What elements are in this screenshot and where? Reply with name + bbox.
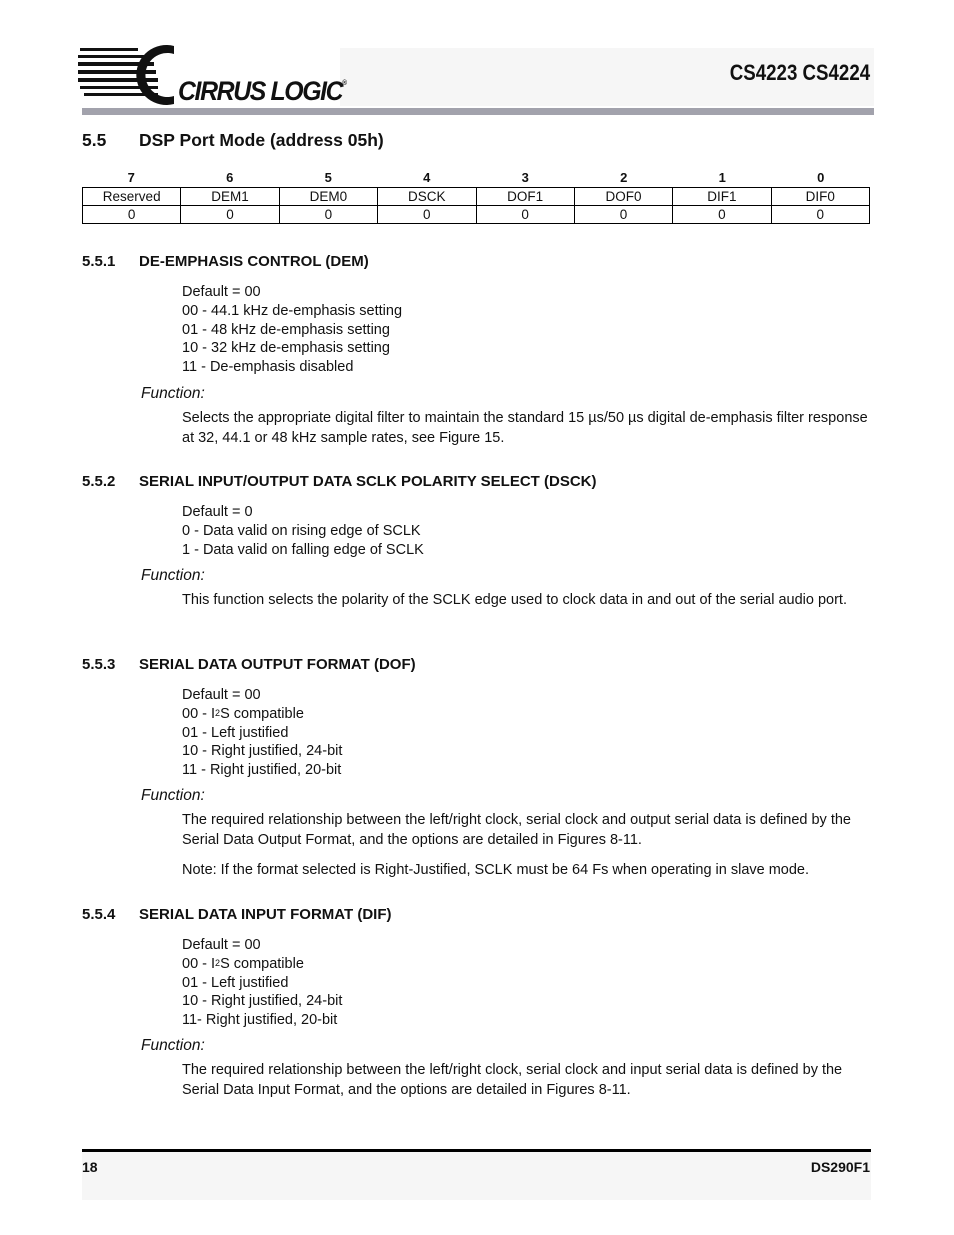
list-item: Default = 00	[182, 937, 261, 953]
subsection-heading-dif	[82, 906, 391, 923]
register-default-value: 0	[673, 206, 771, 224]
subsection-title: SERIAL INPUT/OUTPUT DATA SCLK POLARITY SELECT (DSCK)	[139, 473, 597, 490]
bit-number: 7	[127, 170, 135, 185]
list-item: 01 - 48 kHz de-emphasis setting	[182, 321, 390, 338]
document-code: DS290F1	[810, 1159, 870, 1175]
dem-settings-list	[182, 283, 402, 377]
register-field-name: DIF1	[673, 188, 771, 206]
subsection-number: 5.5.3	[82, 656, 116, 673]
bit-number: 5	[324, 170, 332, 185]
function-label: Function:	[141, 1037, 205, 1054]
subsection-title: DE-EMPHASIS CONTROL (DEM)	[139, 253, 369, 270]
logo-wordmark: CIRRUS LOGIC®	[178, 76, 347, 106]
bit-number: 2	[620, 170, 628, 185]
list-item: 01 - Left justified	[182, 974, 289, 991]
bit-number: 4	[423, 170, 431, 185]
subsection-number: 5.5.2	[82, 473, 116, 490]
function-paragraph: The required relationship between the left/right clock, serial clock and input serial data is defined by the Serial Data Input Format, and the options are detailed in Figures 8-11.	[182, 1062, 843, 1098]
register-default-value: 0	[181, 206, 279, 224]
header-rule	[82, 108, 874, 115]
list-item: 01 - Left justified	[182, 724, 289, 741]
document-title: CS4223 CS4224	[729, 60, 870, 85]
register-field-name: DIF0	[771, 188, 869, 206]
function-label: Function:	[141, 385, 205, 402]
function-paragraph: Selects the appropriate digital filter to maintain the standard 15 µs/50 µs digital de-emphasis filter response at 32, 44.1 or 48 kHz sample rates, see Figure 15.	[182, 410, 868, 446]
subsection-title: SERIAL DATA OUTPUT FORMAT (DOF)	[139, 656, 416, 673]
subsection-number: 5.5.4	[82, 906, 116, 923]
register-default-value: 0	[279, 206, 377, 224]
register-field-name: DEM0	[279, 188, 377, 206]
list-item: 11 - De-emphasis disabled	[182, 359, 354, 376]
register-names-row	[83, 188, 870, 206]
function-paragraph: The required relationship between the left/right clock, serial clock and output serial data is defined by the Serial Data Output Format, and the options are detailed in Figures 8-11.	[182, 812, 851, 848]
dif-settings-list	[182, 936, 342, 1030]
subsection-heading-dem	[82, 253, 369, 270]
dof-settings-list	[182, 686, 342, 780]
section-heading	[82, 130, 384, 151]
function-label: Function:	[141, 787, 205, 804]
register-field-name: DEM1	[181, 188, 279, 206]
bit-number: 0	[817, 170, 825, 185]
register-default-value: 0	[378, 206, 476, 224]
bit-number: 1	[718, 170, 726, 185]
logo-stripes-icon	[78, 44, 188, 106]
list-item: 10 - Right justified, 24-bit	[182, 993, 343, 1010]
list-item: Default = 00	[182, 687, 261, 703]
bit-number: 3	[521, 170, 529, 185]
list-item: Default = 0	[182, 504, 253, 520]
register-field-name: DOF1	[476, 188, 574, 206]
list-item: 11 - Right justified, 20-bit	[182, 762, 342, 779]
subsection-number: 5.5.1	[82, 253, 116, 270]
list-item: 00 - 44.1 kHz de-emphasis setting	[182, 302, 403, 319]
register-default-value: 0	[476, 206, 574, 224]
register-table	[82, 187, 870, 224]
list-item: 10 - Right justified, 24-bit	[182, 743, 343, 760]
register-default-value: 0	[574, 206, 672, 224]
note-paragraph: Note: If the format selected is Right-Justified, SCLK must be 64 Fs when operating in slave mode.	[182, 862, 810, 878]
list-item: 11- Right justified, 20-bit	[182, 1012, 338, 1029]
cirrus-logic-logo	[78, 44, 348, 106]
section-title: DSP Port Mode (address 05h)	[139, 130, 384, 150]
register-field-name: DSCK	[378, 188, 476, 206]
footer-band	[82, 1152, 871, 1200]
dsck-settings-list	[182, 503, 424, 559]
list-item: Default = 00	[182, 284, 261, 300]
footer-rule	[82, 1149, 871, 1152]
list-item: $00 - I^2S$ compatible	[182, 705, 304, 722]
function-paragraph: This function selects the polarity of the SCLK edge used to clock data in and out of the serial audio port.	[182, 592, 847, 608]
subsection-title: SERIAL DATA INPUT FORMAT (DIF)	[139, 906, 392, 923]
list-item: 10 - 32 kHz de-emphasis setting	[182, 340, 390, 357]
subsection-heading-dof	[82, 656, 416, 673]
list-item: 1 - Data valid on falling edge of SCLK	[182, 541, 424, 558]
register-bit-numbers	[82, 170, 870, 186]
register-defaults-row	[83, 206, 870, 224]
page-number: 18	[82, 1159, 98, 1175]
bit-number: 6	[226, 170, 234, 185]
register-default-value: 0	[771, 206, 869, 224]
register-default-value: 0	[83, 206, 181, 224]
subsection-heading-dsck	[82, 473, 597, 490]
list-item: $00 - I^2S$ compatible	[182, 955, 304, 972]
register-field-name: Reserved	[83, 188, 181, 206]
section-number: 5.5	[82, 130, 107, 150]
function-label: Function:	[141, 567, 205, 584]
list-item: 0 - Data valid on rising edge of SCLK	[182, 522, 421, 539]
register-field-name: DOF0	[574, 188, 672, 206]
